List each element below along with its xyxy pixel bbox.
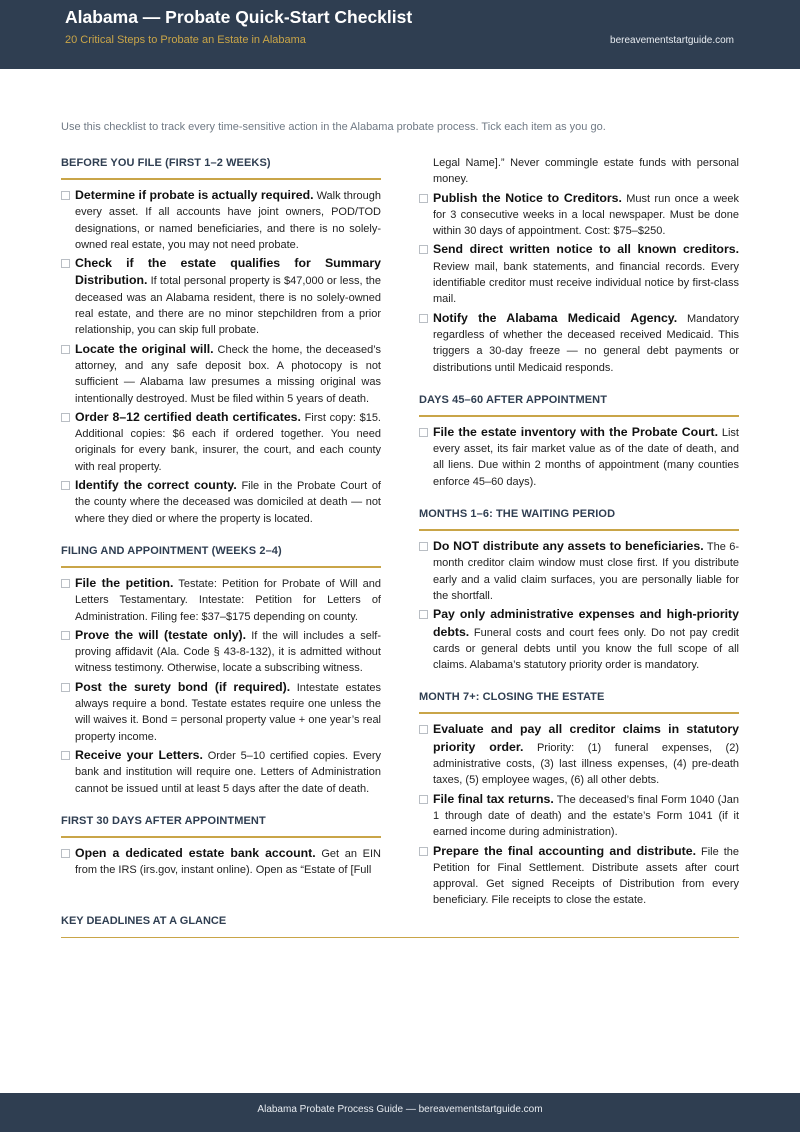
- section-heading-days-45-60: DAYS 45–60 AFTER APPOINTMENT: [419, 394, 739, 417]
- footer-text: Alabama Probate Process Guide — bereavementstartguide.com: [257, 1104, 543, 1115]
- checklist-item[interactable]: File the estate inventory with the Probate Court. List every asset, its fair market value as of the date of death, and all liens. Due within 2 months of appointment (many counties enforce 45–60 days).: [419, 424, 739, 490]
- checklist-item[interactable]: Send direct written notice to all known creditors. Review mail, bank statements, and financial records. Every identifiable creditor must receive individual notice by first-class mail.: [419, 241, 739, 307]
- section-heading-first-30-days: FIRST 30 DAYS AFTER APPOINTMENT: [61, 815, 381, 838]
- checklist-item[interactable]: Check if the estate qualifies for Summary Distribution. If total personal property is $47,000 or less, the deceased was an Alabama resident, there is no solely-owned real estate, and there are no minor stepchildren from a prior relationship, you can skip full probate.: [61, 255, 381, 338]
- checklist-item-continuation: Legal Name].” Never commingle estate funds with personal money.: [433, 157, 739, 186]
- checkbox[interactable]: [61, 191, 70, 200]
- checkbox[interactable]: [61, 683, 70, 692]
- checkbox[interactable]: [61, 481, 70, 490]
- checklist-item[interactable]: Publish the Notice to Creditors. Must run once a week for 3 consecutive weeks in a local newspaper. Must be done within 30 days of appointment. Cost: $75–$250.: [419, 190, 739, 240]
- page-footer: [0, 1093, 800, 1132]
- checkbox[interactable]: [419, 194, 428, 203]
- checkbox[interactable]: [419, 725, 428, 734]
- checkbox[interactable]: [61, 579, 70, 588]
- checklist-item[interactable]: Open a dedicated estate bank account. Get an EIN from the IRS (irs.gov, instant online). Open as “Estate of [Full: [61, 845, 381, 879]
- section-heading-before-you-file: BEFORE YOU FILE (FIRST 1–2 WEEKS): [61, 157, 381, 180]
- checklist-item[interactable]: Prepare the final accounting and distribute. File the Petition for Final Settlement. Distribute assets after court approval. Get signed Receipts of Distribution from every beneficiary. File receipts to close the estate.: [419, 843, 739, 909]
- page-subtitle: 20 Critical Steps to Probate an Estate in Alabama: [65, 34, 306, 46]
- section-heading-key-deadlines: KEY DEADLINES AT A GLANCE: [61, 915, 739, 938]
- intro-text: Use this checklist to track every time-sensitive action in the Alabama probate process. Tick each item as you go.: [61, 121, 606, 133]
- header-site-link[interactable]: bereavementstartguide.com: [610, 35, 734, 46]
- page-header: [0, 0, 800, 69]
- checkbox[interactable]: [419, 795, 428, 804]
- checklist-item[interactable]: Receive your Letters. Order 5–10 certified copies. Every bank and institution will require one. Letters of Administration cannot be issued until at least 5 days after the date of death.: [61, 747, 381, 797]
- checklist-item[interactable]: File final tax returns. The deceased’s final Form 1040 (Jan 1 through date of death) and the estate’s Form 1041 (if it earned income during administration).: [419, 791, 739, 841]
- checklist-item[interactable]: Notify the Alabama Medicaid Agency. Mandatory regardless of whether the deceased received Medicaid. This triggers a 30-day freeze — no general debt payments or distributions until Medicaid responds.: [419, 310, 739, 376]
- section-heading-closing: MONTH 7+: CLOSING THE ESTATE: [419, 691, 739, 714]
- checkbox[interactable]: [61, 631, 70, 640]
- checklist-item[interactable]: Order 8–12 certified death certificates. First copy: $15. Additional copies: $6 each if ordered together. You need originals for every bank, insurer, the court, and each county with real property.: [61, 409, 381, 475]
- checklist-item[interactable]: Determine if probate is actually required. Walk through every asset. If all accounts have joint owners, POD/TOD designations, or named beneficiaries, and there is no solely-owned real estate, you may not need probate.: [61, 187, 381, 253]
- checklist-item[interactable]: File the petition. Testate: Petition for Probate of Will and Letters Testamentary. Intestate: Petition for Letters of Administration. Filing fee: $37–$175 depending on county.: [61, 575, 381, 625]
- checklist-item[interactable]: Prove the will (testate only). If the will includes a self-proving affidavit (Ala. Code § 43-8-132), it is admitted without witness testimony. Otherwise, locate a subscribing witness.: [61, 627, 381, 677]
- checkbox[interactable]: [419, 314, 428, 323]
- page-title: Alabama — Probate Quick-Start Checklist: [65, 7, 413, 27]
- checklist-item[interactable]: Do NOT distribute any assets to beneficiaries. The 6-month creditor claim window must close first. If you distribute early and a valid claim surfaces, you are personally liable for the shortfall.: [419, 538, 739, 604]
- section-heading-waiting-period: MONTHS 1–6: THE WAITING PERIOD: [419, 508, 739, 531]
- checklist-item[interactable]: Locate the original will. Check the home, the deceased’s attorney, and any safe deposit box. A photocopy is not sufficient — Alabama law presumes a missing original was intentionally destroyed. Must be filed within 5 years of death.: [61, 341, 381, 407]
- checkbox[interactable]: [419, 847, 428, 856]
- checkbox[interactable]: [61, 849, 70, 858]
- left-column: [61, 155, 381, 880]
- right-column: [419, 155, 739, 911]
- checklist-item[interactable]: Identify the correct county. File in the Probate Court of the county where the deceased was domiciled at death — not where they died or where the property is located.: [61, 477, 381, 527]
- checkbox[interactable]: [61, 413, 70, 422]
- checkbox[interactable]: [419, 542, 428, 551]
- checkbox[interactable]: [61, 751, 70, 760]
- checkbox[interactable]: [61, 259, 70, 268]
- checkbox[interactable]: [419, 610, 428, 619]
- checkbox[interactable]: [419, 428, 428, 437]
- checkbox[interactable]: [419, 245, 428, 254]
- checklist-item[interactable]: Pay only administrative expenses and high-priority debts. Funeral costs and court fees only. Do not pay credit cards or general debts until you know the full scope of all claims. Alabama’s statutory priority order is mandatory.: [419, 606, 739, 673]
- checklist-item[interactable]: Evaluate and pay all creditor claims in statutory priority order. Priority: (1) funeral expenses, (2) administrative costs, (3) last illness expenses, (4) pre-death taxes, (5) employee wages, (6) all other debts.: [419, 721, 739, 788]
- checklist-item[interactable]: Post the surety bond (if required). Intestate estates always require a bond. Testate estates require one unless the will waives it. Bond = personal property value + one year’s real property income.: [61, 679, 381, 745]
- section-heading-filing: FILING AND APPOINTMENT (WEEKS 2–4): [61, 545, 381, 568]
- checkbox[interactable]: [61, 345, 70, 354]
